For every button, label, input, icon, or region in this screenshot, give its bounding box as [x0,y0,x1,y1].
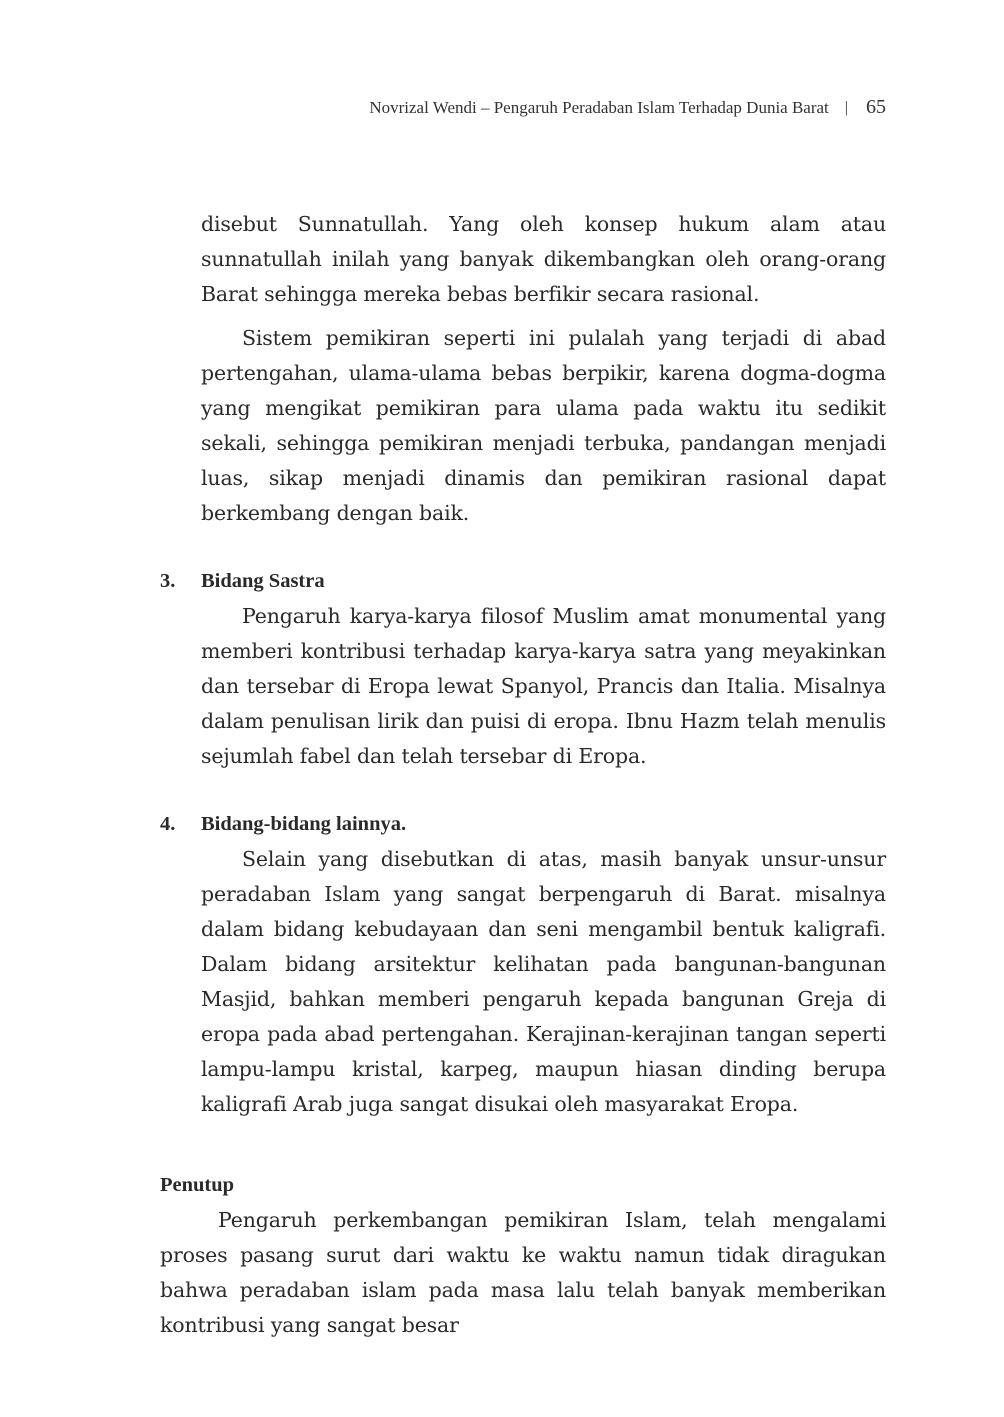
list-item-number: 3. [160,570,176,592]
paragraph-bidang-sastra: Pengaruh karya-karya filosof Muslim amat monumental yang memberi kontribusi terhadap karya-karya satra yang meyakinkan dan tersebar di Eropa lewat Spanyol, Prancis dan Italia. Misalnya dalam penulisan lirik dan puisi di eropa. Ibnu Hazm telah menulis sejumlah fabel dan telah tersebar di Eropa. [201,604,886,768]
paragraph-penutup: Pengaruh perkembangan pemikiran Islam, telah mengalami proses pasang surut dari waktu ke waktu namun tidak diragukan bahwa peradaban islam pada masa lalu telah banyak memberikan kontribusi yang sangat besar [160,1208,886,1337]
list-item-number: 4. [160,813,176,835]
paragraph-continued: disebut Sunnatullah. Yang oleh konsep hukum alam atau sunnatullah inilah yang banyak dikembangkan oleh orang-orang Barat sehingga mereka bebas berfikir secara rasional. [201,212,886,306]
list-item-title: Bidang Sastra [201,570,325,592]
section-heading-penutup: Penutup [160,1174,235,1196]
page-number: 65 [866,96,886,118]
running-header [369,96,886,119]
header-separator: | [844,98,848,116]
paragraph-sistem-pemikiran: Sistem pemikiran seperti ini pulalah yang terjadi di abad pertengahan, ulama-ulama bebas berpikir, karena dogma-dogma yang mengikat pemikiran para ulama pada waktu itu sedikit sekali, sehingga pemikiran menjadi terbuka, pandangan menjadi luas, sikap menjadi dinamis dan pemikiran rasional dapat berkembang dengan baik. [201,326,886,525]
running-title: Novrizal Wendi – Pengaruh Peradaban Islam Terhadap Dunia Barat [369,97,829,117]
paragraph-bidang-lainnya: Selain yang disebutkan di atas, masih banyak unsur-unsur peradaban Islam yang sangat berpengaruh di Barat. misalnya dalam bidang kebudayaan dan seni mengambil bentuk kaligrafi. Dalam bidang arsitektur kelihatan pada bangunan-bangunan Masjid, bahkan memberi pengaruh kepada bangunan Greja di eropa pada abad pertengahan. Kerajinan-kerajinan tangan seperti lampu-lampu kristal, karpeg, maupun hiasan dinding berupa kaligrafi Arab juga sangat disukai oleh masyarakat Eropa. [201,847,886,1116]
list-item-heading-sastra [160,564,886,599]
page-body [160,207,886,1343]
list-item-title: Bidang-bidang lainnya. [201,813,407,835]
list-item-heading-lainnya [160,807,886,842]
